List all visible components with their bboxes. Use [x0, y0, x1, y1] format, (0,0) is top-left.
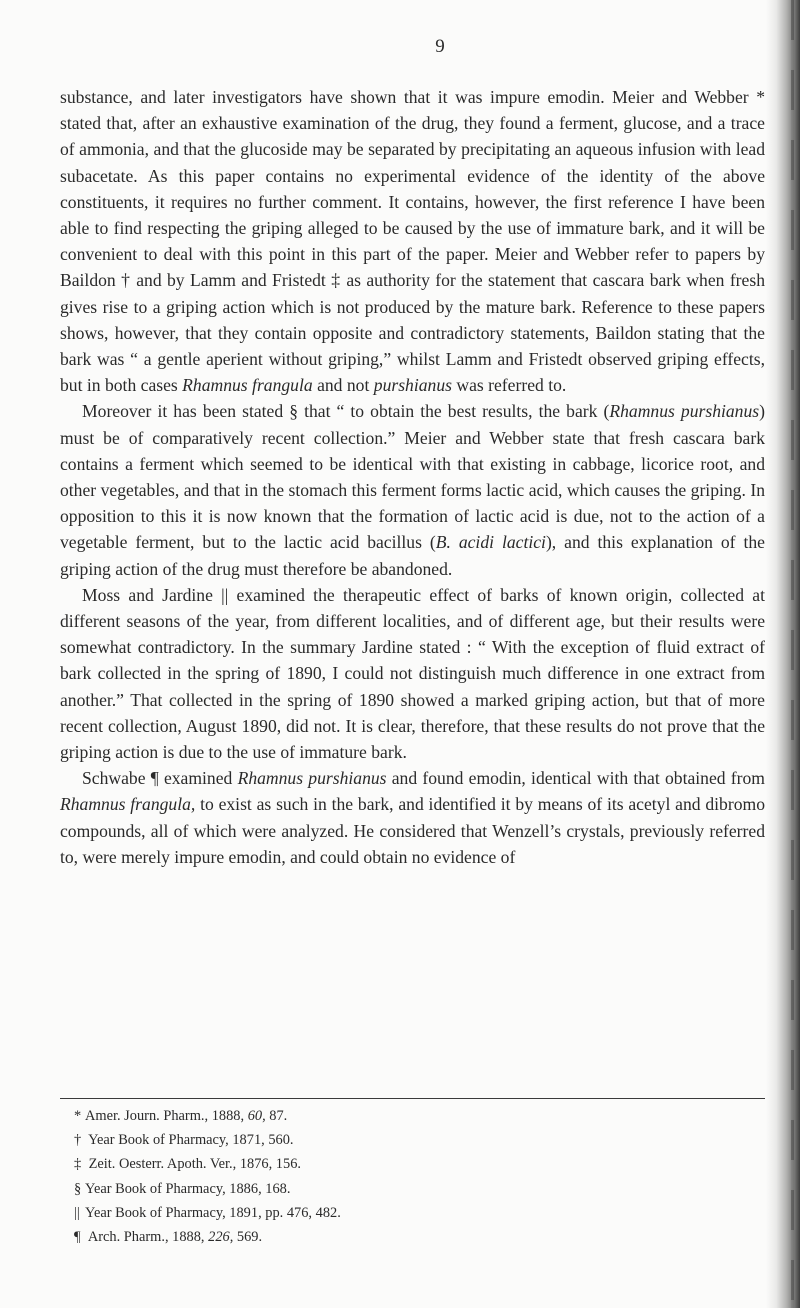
paragraph-text: Moreover it has been stated § that “ to obtain the best results, the bark (: [82, 401, 610, 422]
paragraph-text: ) must be of comparatively recent collection.” Meier and Webber state that fresh cascara bark contains a ferment which seemed to be identical with that existing in cabbage, licorice root, and other vegetables, and that in the stomach this ferment forms lactic acid, which causes the griping. In opposition to this it is now known that the formation of lactic acid is due, not to the action of a vegetable ferment, but to the lactic acid bacillus (: [60, 401, 765, 553]
footnote-mark: ||: [74, 1204, 80, 1221]
footnote-text: , 569.: [229, 1229, 263, 1246]
footnote-mark: §: [74, 1180, 82, 1197]
footnote: [74, 1128, 754, 1152]
paragraph-text: and not: [312, 375, 374, 396]
italic-species-name: Rhamnus frangula,: [60, 794, 196, 815]
footnote-text: Year Book of Pharmacy, 1871, 560.: [88, 1132, 294, 1149]
paragraph-text: ), and this explanation of the griping action of the drug must therefore be abandoned.: [60, 532, 765, 579]
footnote-text: Year Book of Pharmacy, 1891, pp. 476, 482.: [85, 1204, 341, 1221]
footnotes: [74, 1104, 754, 1249]
body-text: [60, 84, 765, 870]
footnote: [74, 1177, 754, 1201]
paragraph-text: and found emodin, identical with that obtained from: [386, 768, 765, 789]
footnote-text: , 87.: [262, 1108, 288, 1124]
italic-species-name: purshianus: [373, 375, 452, 396]
paragraph-text: to exist as such in the bark, and identified it by means of its acetyl and dibromo compounds, all of which were analyzed. He considered that Wenzell’s crystals, previously referred to, were merely impure emodin, and could obtain no evidence of: [60, 794, 765, 867]
paragraph-2: [60, 398, 765, 581]
footnote-text: Year Book of Pharmacy, 1886, 168.: [85, 1180, 291, 1197]
footnote: [74, 1152, 754, 1176]
italic-species-name: B. acidi lactici: [435, 532, 546, 553]
paragraph-text: was referred to.: [451, 375, 567, 396]
italic-species-name: Rhamnus purshianus: [609, 401, 760, 422]
page-edge-shadow: [766, 0, 800, 1308]
italic-species-name: Rhamnus purshianus: [237, 768, 387, 789]
footnote: [74, 1104, 754, 1128]
paragraph-4: [60, 765, 765, 870]
footnote-text: Amer. Journ. Pharm., 1888,: [85, 1108, 248, 1124]
paragraph-text: substance, and later investigators have shown that it was impure emodin. Meier and Webber * stated that, after an exhaustive examination of the drug, they found a ferment, glucose, and a trace of ammonia, and that the glucoside may be separated by precipitating an aqueous infusion with lead subacetate. As this paper contains no experimental evidence of the identity of the above constituents, it requires no further comment. It contains, however, the first reference I have been able to find respecting the griping alleged to be caused by the use of immature bark, and it will be convenient to deal with this point in this part of the paper. Meier and Webber refer to papers by Baildon † and by Lamm and Fristedt ‡ as authority for the statement that cascara bark when fresh gives rise to a griping action which is not produced by the mature bark. Reference to these papers shows, however, that they contain opposite and contradictory statements, Baildon stating that the bark was “ a gentle aperient without griping,” whilst Lamm and Fristedt observed griping effects, but in both cases: [60, 87, 765, 396]
footnote: [74, 1225, 754, 1249]
footnote-mark: †: [74, 1132, 82, 1149]
footnote-mark: ‡: [74, 1156, 82, 1173]
footnote-mark: *: [74, 1108, 82, 1124]
footnote-mark: ¶: [74, 1229, 81, 1246]
page-number: 9: [435, 36, 445, 57]
footnote-text: Arch. Pharm., 1888,: [87, 1229, 209, 1246]
paragraph-1: [60, 84, 765, 398]
footnote: [74, 1201, 754, 1225]
footnote-volume: 226: [208, 1229, 230, 1246]
paragraph-3: Moss and Jardine || examined the therapeutic effect of barks of known origin, collected at different seasons of the year, from different localities, and of different age, but their results were somewhat contradictory. In the summary Jardine stated : “ With the exception of fluid extract of bark collected in the spring of 1890, I could not distinguish much difference in one extract from another.” That collected in the spring of 1890 showed a marked griping action, but that of more recent collection, August 1890, did not. It is clear, therefore, that these results do not prove that the griping action is due to the use of immature bark.: [60, 584, 765, 763]
paragraph-text: Schwabe ¶ examined: [82, 768, 238, 789]
footnote-divider: [60, 1098, 765, 1099]
footnote-volume: 60: [247, 1108, 263, 1124]
footnote-text: Zeit. Oesterr. Apoth. Ver., 1876, 156.: [88, 1156, 301, 1173]
italic-species-name: Rhamnus frangula: [182, 375, 313, 396]
